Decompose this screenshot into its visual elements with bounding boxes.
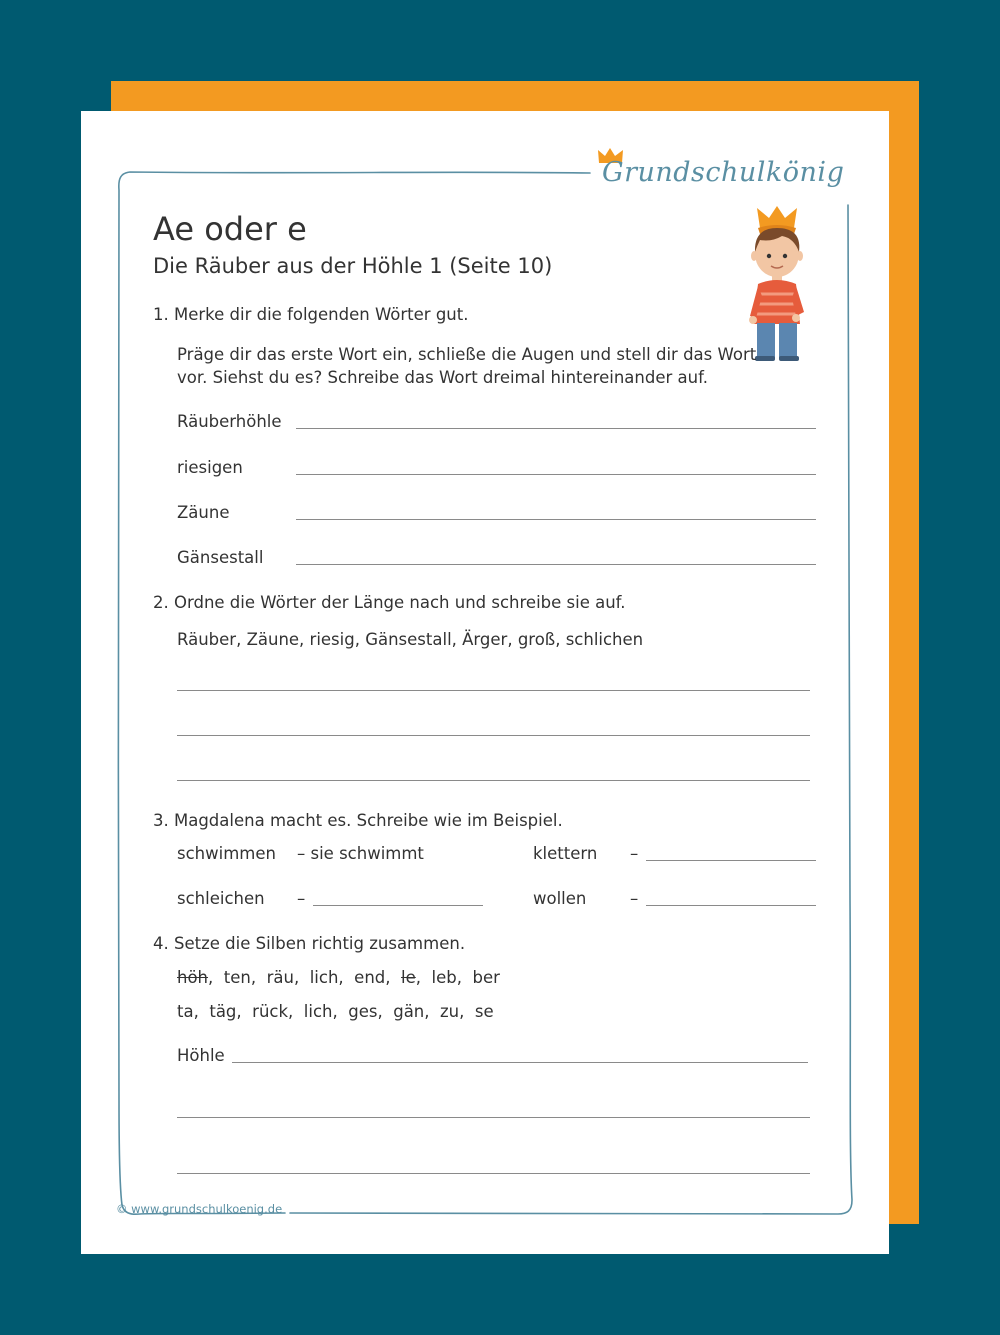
task1-instruction-line1: Präge dir das erste Wort ein, schließe die Augen und stell dir das Wort (177, 345, 757, 364)
syllable-separator: , (424, 1002, 441, 1021)
syllable-ten: ten (223, 968, 251, 987)
syllable-separator: , (332, 1002, 349, 1021)
syllable-lich: lich (309, 968, 339, 987)
syllable-separator: , (456, 968, 473, 987)
syllable-separator: , (236, 1002, 253, 1021)
writing-line[interactable] (296, 564, 816, 565)
writing-line[interactable] (177, 735, 810, 736)
task1-word-4: Gänsestall (177, 548, 264, 567)
task3-dash: – (630, 889, 639, 908)
task3-verb-schleichen: schleichen (177, 889, 265, 908)
task3-verb-wollen: wollen (533, 889, 587, 908)
boy-with-crown-illustration (742, 206, 812, 362)
syllable-separator: , (459, 1002, 475, 1021)
syllable-räu: räu (266, 968, 294, 987)
task3-example-verb: schwimmen (177, 844, 276, 863)
task1-heading: 1. Merke dir die folgenden Wörter gut. (153, 305, 469, 324)
syllable-ges: ges (348, 1002, 378, 1021)
syllable-ber: ber (472, 968, 500, 987)
writing-line[interactable] (296, 428, 816, 429)
syllable-gän: gän (393, 1002, 425, 1021)
syllable-end: end (354, 968, 386, 987)
syllable-separator: , (293, 968, 310, 987)
footer-website: © www.grundschulkoenig.de (116, 1202, 283, 1216)
task4-syllables-row1 (177, 968, 500, 987)
task3-example-answer: – sie schwimmt (297, 844, 424, 863)
writing-line[interactable] (296, 474, 816, 475)
syllable-separator: , (415, 968, 432, 987)
writing-line[interactable] (177, 690, 810, 691)
task1-instruction-line2: vor. Siehst du es? Schreibe das Wort dreimal hintereinander auf. (177, 368, 708, 387)
writing-line[interactable] (177, 780, 810, 781)
writing-line[interactable] (177, 1173, 810, 1174)
page-subtitle: Die Räuber aus der Höhle 1 (Seite 10) (153, 254, 553, 278)
writing-line[interactable] (296, 519, 816, 520)
syllable-lich: lich (303, 1002, 333, 1021)
syllable-separator: , (208, 968, 224, 987)
syllable-separator: , (338, 968, 355, 987)
syllable-separator: , (377, 1002, 394, 1021)
syllable-separator: , (193, 1002, 210, 1021)
syllable-rück: rück (252, 1002, 289, 1021)
page-title: Ae oder e (153, 210, 307, 248)
writing-line[interactable] (232, 1062, 808, 1063)
syllable-höh: höh (177, 968, 209, 987)
task1-word-2: riesigen (177, 458, 243, 477)
task3-dash: – (297, 889, 306, 908)
task4-heading: 4. Setze die Silben richtig zusammen. (153, 934, 466, 953)
task2-heading: 2. Ordne die Wörter der Länge nach und schreibe sie auf. (153, 593, 626, 612)
syllable-ta: ta (177, 1002, 194, 1021)
task1-word-3: Zäune (177, 503, 230, 522)
syllable-le: le (401, 968, 416, 987)
task3-dash: – (630, 844, 639, 863)
writing-line[interactable] (646, 905, 816, 906)
task4-example-word: Höhle (177, 1046, 225, 1065)
writing-line[interactable] (313, 905, 483, 906)
task3-verb-klettern: klettern (533, 844, 598, 863)
syllable-se: se (474, 1002, 494, 1021)
syllable-leb: leb (431, 968, 457, 987)
brand-logo: Grundschulkönig (602, 157, 845, 188)
syllable-separator: , (385, 968, 402, 987)
syllable-separator: , (250, 968, 267, 987)
task4-syllables-row2 (177, 1002, 494, 1021)
task3-heading: 3. Magdalena macht es. Schreibe wie im Beispiel. (153, 811, 563, 830)
task2-word-list: Räuber, Zäune, riesig, Gänsestall, Ärger, groß, schlichen (177, 630, 644, 649)
syllable-zu: zu (440, 1002, 460, 1021)
syllable-separator: , (288, 1002, 304, 1021)
task1-word-1: Räuberhöhle (177, 412, 282, 431)
syllable-täg: täg (209, 1002, 237, 1021)
writing-line[interactable] (177, 1117, 810, 1118)
writing-line[interactable] (646, 860, 816, 861)
